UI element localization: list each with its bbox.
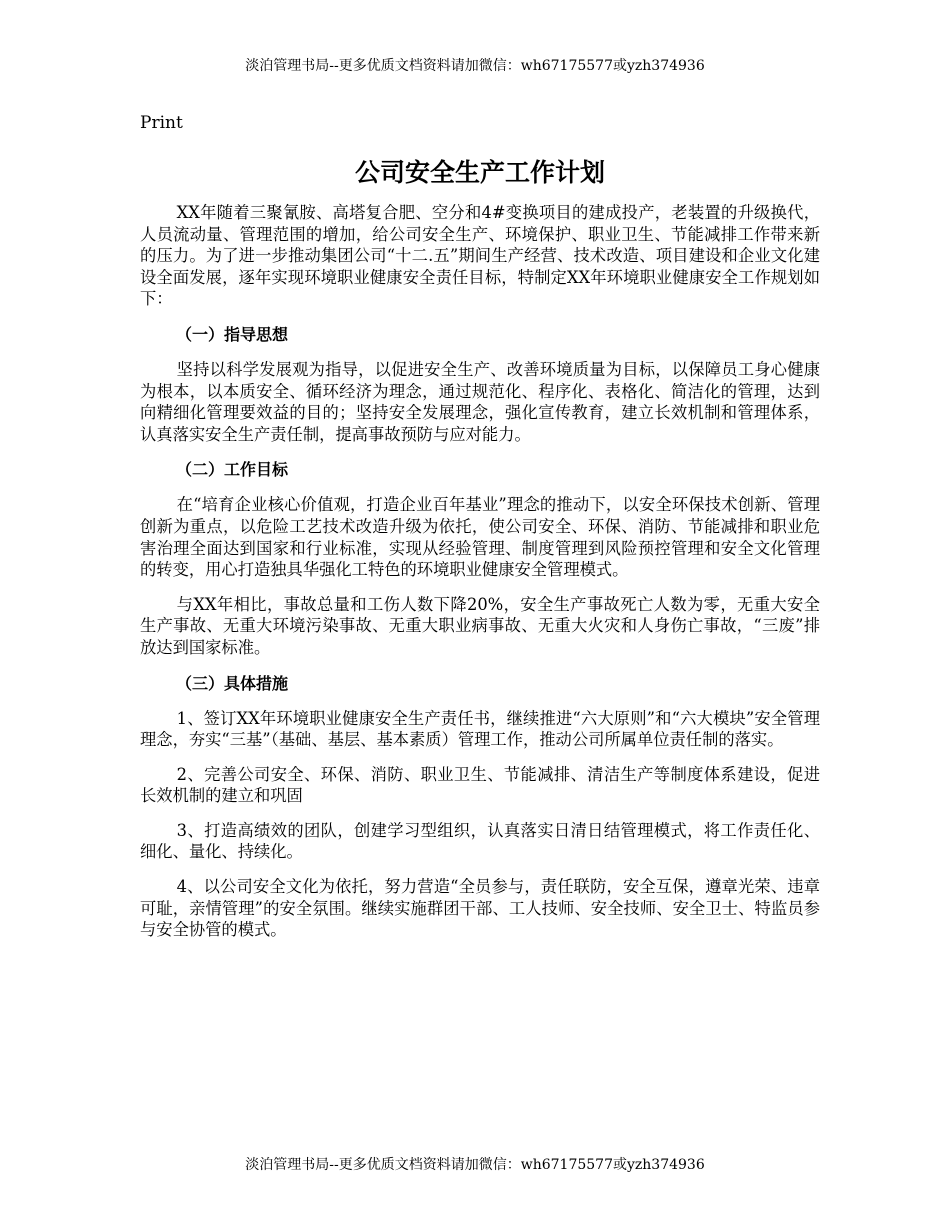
section-heading-guiding-ideology: （一）指导思想	[176, 324, 289, 344]
section-heading-specific-measures: （三）具体措施	[176, 673, 289, 693]
page-header-note: 淡泊管理书局--更多优质文档资料请加微信：wh67175577或yzh374936	[245, 58, 705, 74]
work-goals-paragraph-1: 在“培育企业核心价值观，打造企业百年基业”理念的推动下，以安全环保技术创新、管理创新为重点，以危险工艺技术改造升级为依托，使公司安全、环保、消防、节能减排和职业危害治理全面达到国家和行业标准，实现从经验管理、制度管理到风险预控管理和安全文化管理的转变，用心打造独具华强化工特色的环境职业健康安全管理模式。	[140, 495, 820, 580]
measure-item-3: 3、打造高绩效的团队，创建学习型组织，认真落实日清日结管理模式，将工作责任化、细化、量化、持续化。	[140, 820, 820, 862]
section-heading-work-goals: （二）工作目标	[176, 460, 289, 480]
work-goals-paragraph-2: 与XX年相比，事故总量和工伤人数下降20%，安全生产事故死亡人数为零，无重大安全生产事故、无重大环境污染事故、无重大职业病事故、无重大火灾和人身伤亡事故，“三废”排放达到国家标准。	[140, 594, 820, 657]
page-footer-note: 淡泊管理书局--更多优质文档资料请加微信：wh67175577或yzh374936	[245, 1157, 705, 1173]
measure-item-4: 4、以公司安全文化为依托，努力营造“全员参与，责任联防，安全互保，遵章光荣、违章可耻，亲情管理”的安全氛围。继续实施群团干部、工人技师、安全技师、安全卫士、特监员参与安全协管的模式。	[140, 877, 820, 940]
print-label: Print	[140, 113, 183, 133]
measure-item-1: 1、签订XX年环境职业健康安全生产责任书，继续推进“六大原则”和“六大模块”安全管理理念，夯实“三基”（基础、基层、基本素质）管理工作，推动公司所属单位责任制的落实。	[140, 708, 820, 750]
measure-item-2: 2、完善公司安全、环保、消防、职业卫生、节能减排、清洁生产等制度体系建设，促进长效机制的建立和巩固	[140, 764, 820, 806]
guiding-ideology-paragraph: 坚持以科学发展观为指导，以促进安全生产、改善环境质量为目标，以保障员工身心健康为根本，以本质安全、循环经济为理念，通过规范化、程序化、表格化、简洁化的管理，达到向精细化管理要效益的目的；坚持安全发展理念，强化宣传教育，建立长效机制和管理体系，认真落实安全生产责任制，提高事故预防与应对能力。	[140, 359, 820, 444]
document-title: 公司安全生产工作计划	[354, 158, 605, 187]
document-body	[140, 112, 820, 941]
intro-paragraph: XX年随着三聚氰胺、高塔复合肥、空分和4#变换项目的建成投产，老装置的升级换代，人员流动量、管理范围的增加，给公司安全生产、环境保护、职业卫生、节能减排工作带来新的压力。为了进一步推动集团公司“十二.五”期间生产经营、技术改造、项目建设和企业文化建设全面发展，逐年实现环境职业健康安全责任目标，特制定XX年环境职业健康安全工作规划如下：	[140, 203, 820, 309]
